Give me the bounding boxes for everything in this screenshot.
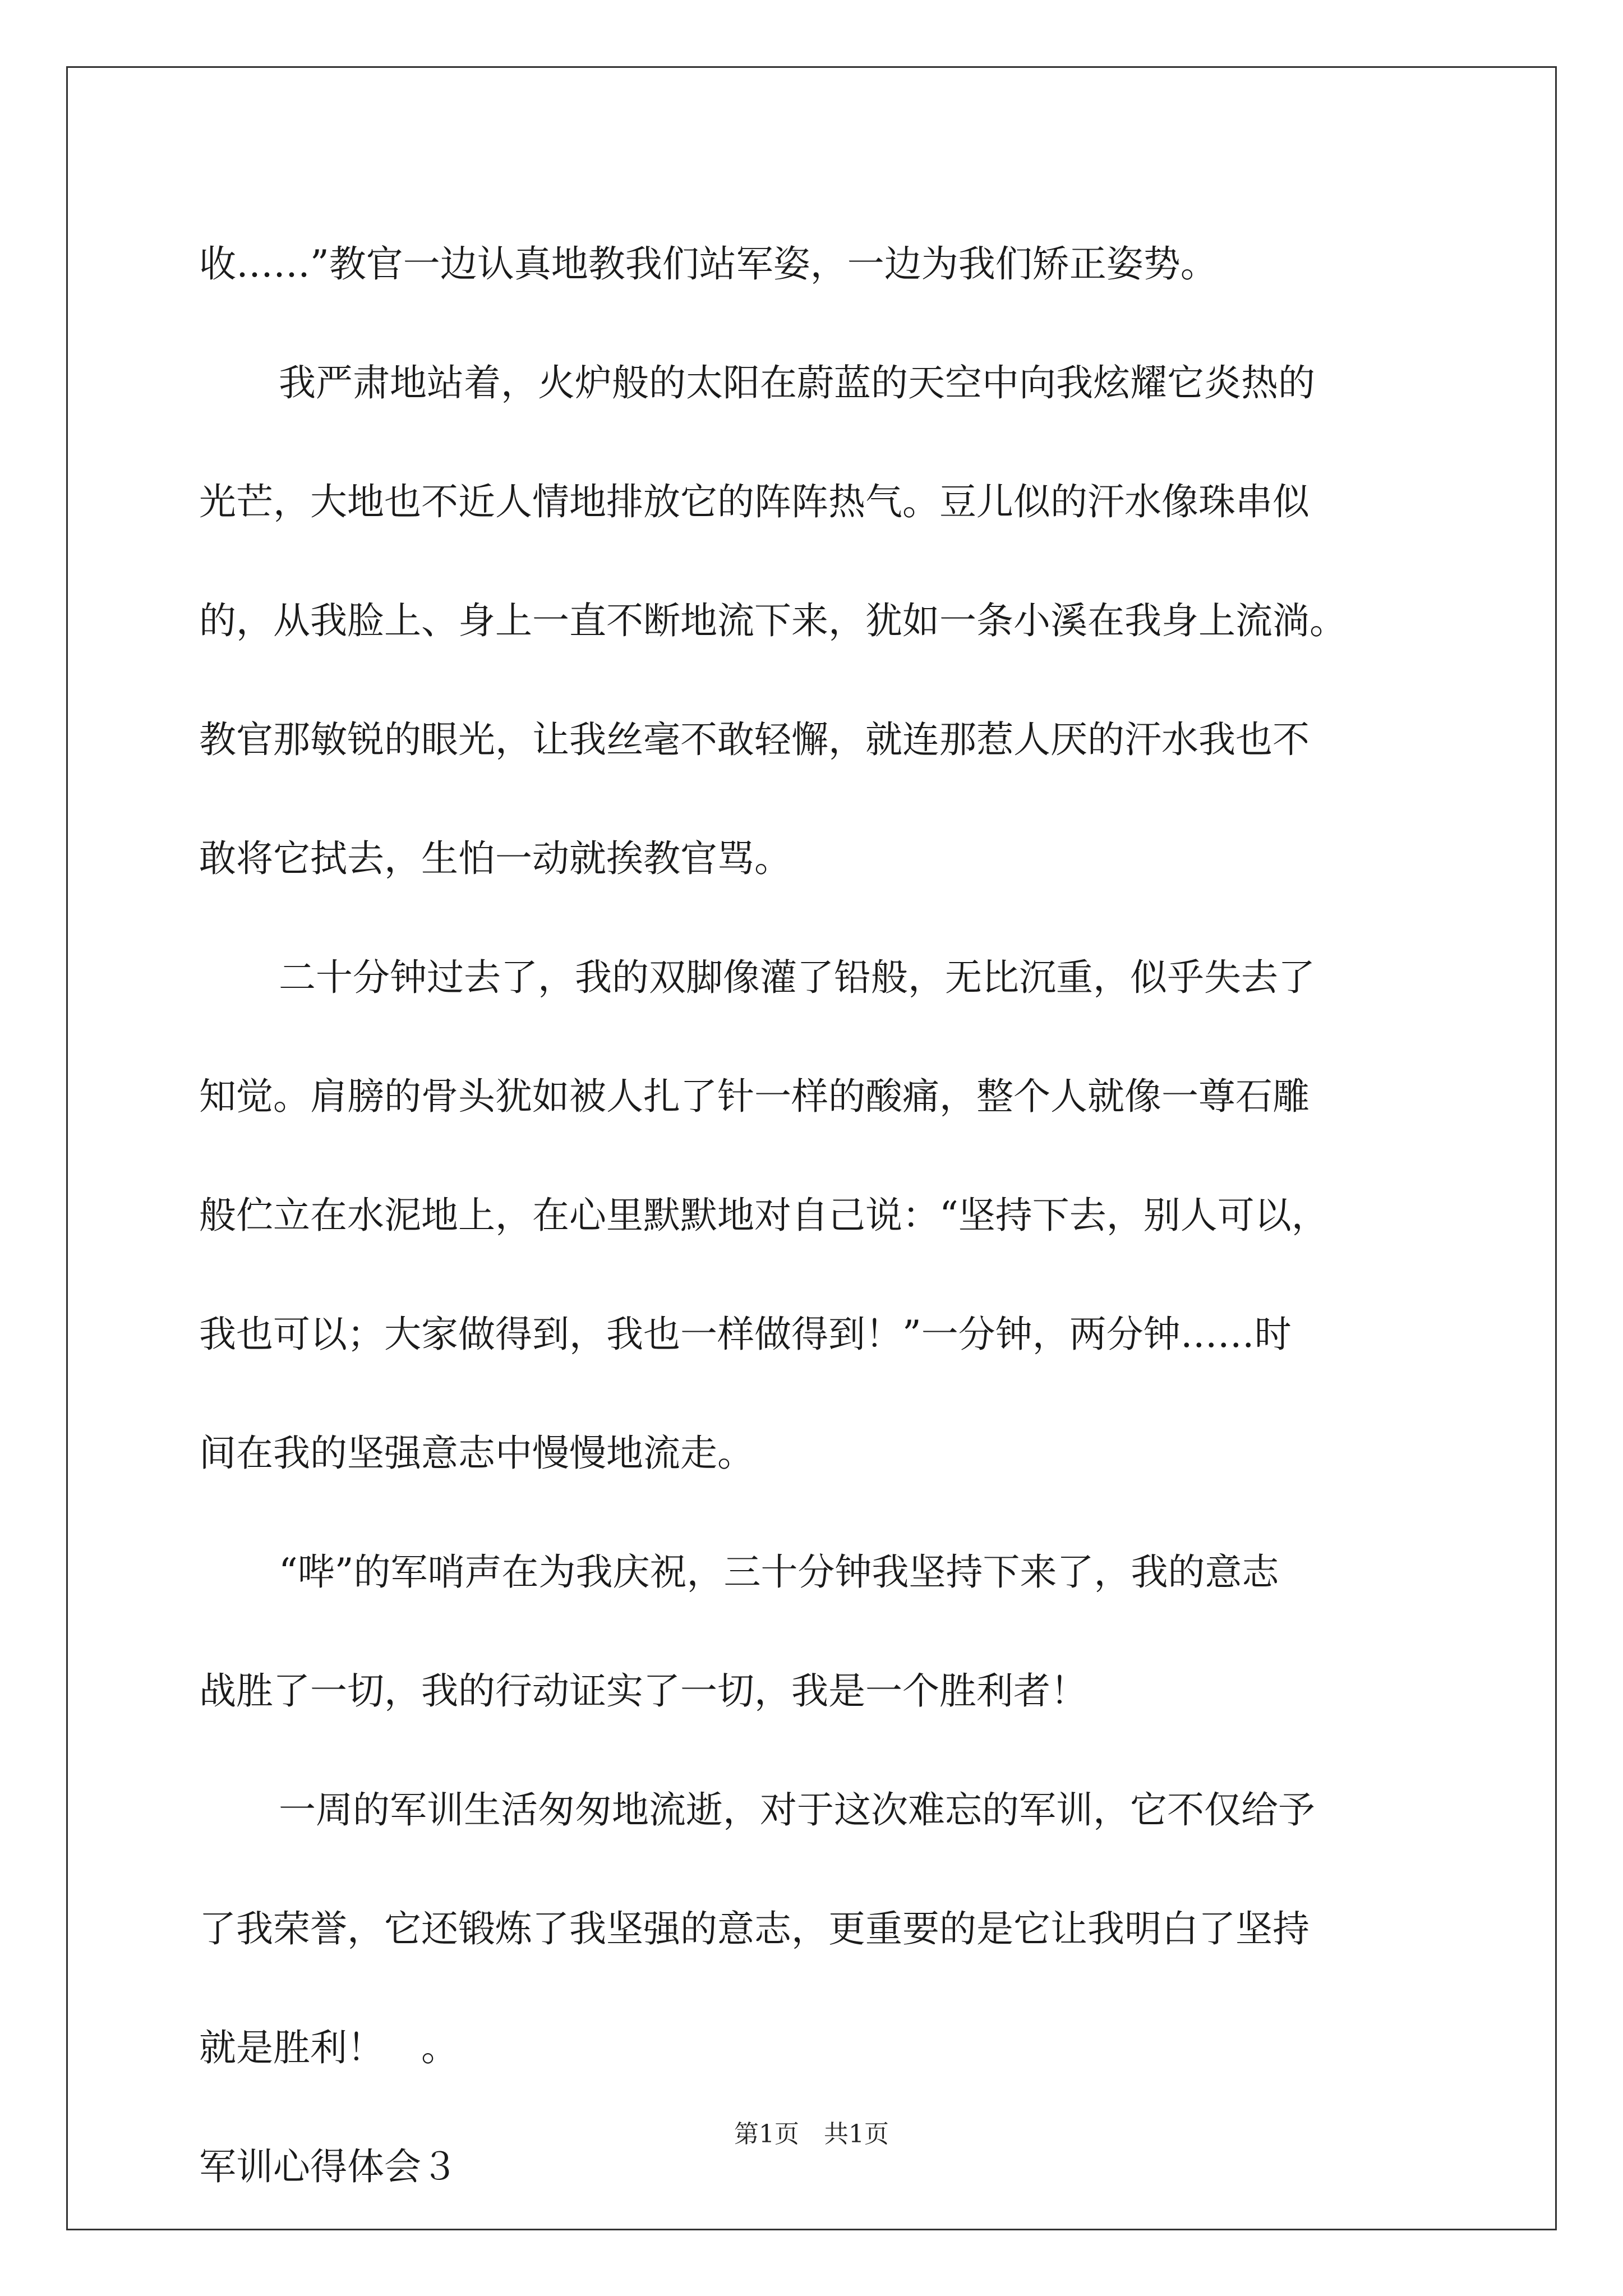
page-footer [0, 2118, 1623, 2151]
text-line: 就是胜利！ 。 [199, 2026, 458, 2069]
document-body [199, 205, 1433, 2226]
text-line: 我也可以；大家做得到，我也一样做得到！”一分钟，两分钟……时 [199, 1313, 1292, 1356]
page-number-total: 共1页 [824, 2120, 889, 2148]
text-line: 我严肃地站着，火炉般的太阳在蔚蓝的天空中向我炫耀它炎热的 [279, 361, 1315, 404]
text-line: 间在我的坚强意志中慢慢地流走。 [199, 1432, 754, 1475]
text-line: 知觉。肩膀的骨头犹如被人扎了针一样的酸痛，整个人就像一尊石雕 [199, 1075, 1310, 1118]
text-line: 收……”教官一边认真地教我们站军姿，一边为我们矫正姿势。 [199, 242, 1218, 286]
text-line: 敢将它拭去，生怕一动就挨教官骂。 [199, 837, 791, 880]
text-line: 光芒，大地也不近人情地排放它的阵阵热气。豆儿似的汗水像珠串似 [199, 480, 1310, 523]
text-line: 了我荣誉，它还锻炼了我坚强的意志，更重要的是它让我明白了坚持 [199, 1907, 1310, 1950]
text-line: 战胜了一切，我的行动证实了一切，我是一个胜利者！ [199, 1669, 1087, 1713]
text-line: 教官那敏锐的眼光，让我丝毫不敢轻懈，就连那惹人厌的汗水我也不 [199, 718, 1310, 761]
section-heading: 军训心得体会３ [199, 2145, 458, 2188]
text-line: 的，从我脸上、身上一直不断地流下来，犹如一条小溪在我身上流淌。 [199, 599, 1347, 642]
text-line: 般伫立在水泥地上，在心里默默地对自己说：“坚持下去，别人可以， [199, 1194, 1329, 1237]
text-line: “哔”的军哨声在为我庆祝，三十分钟我坚持下来了，我的意志 [279, 1550, 1279, 1594]
text-line: 二十分钟过去了，我的双脚像灌了铅般，无比沉重，似乎失去了 [279, 956, 1315, 999]
page-number-current: 第1页 [734, 2120, 799, 2148]
text-line: 一周的军训生活匆匆地流逝，对于这次难忘的军训，它不仅给予 [279, 1788, 1315, 1832]
